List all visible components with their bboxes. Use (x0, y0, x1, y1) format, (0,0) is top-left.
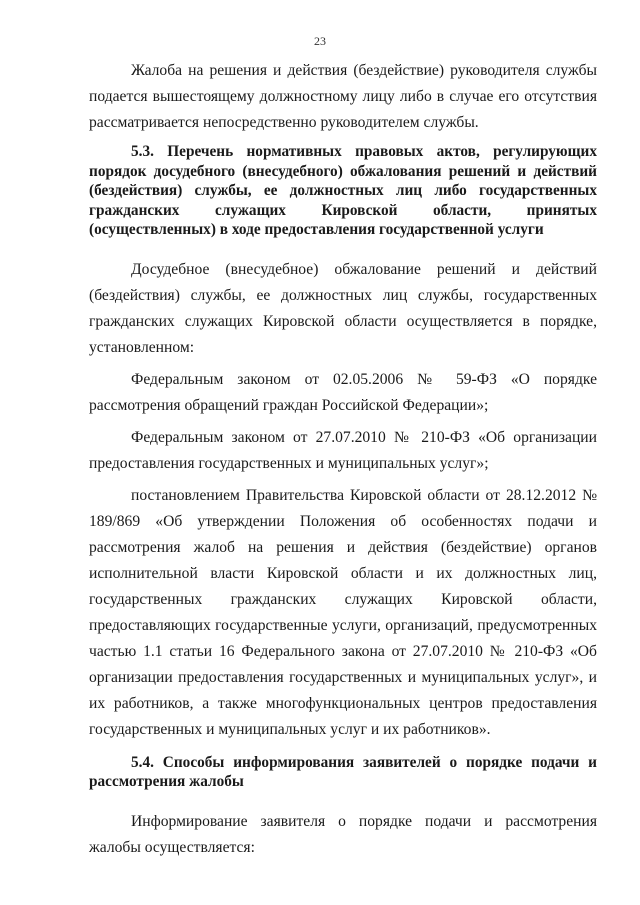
paragraph-informing: Информирование заявителя о порядке подачи и рассмотрения жалобы осуществляется: (89, 812, 597, 856)
paragraph-law-59fz: Федеральным законом от 02.05.2006 № 59-ФЗ «О порядке рассмотрения обращений граждан Российской Федерации»; (89, 370, 597, 414)
page-number: 23 (314, 34, 326, 48)
paragraph-appeal-procedure: Досудебное (внесудебное) обжалование решений и действий (бездействия) службы, ее должностных лиц службы, государственных гражданских служащих Кировской области осуществляется в порядке, установленном: (89, 260, 597, 356)
paragraph-resolution-189-869: постановлением Правительства Кировской области от 28.12.2012 № 189/869 «Об утверждении Положения об особенностях подачи и рассмотрения жалоб на решения и действия (бездействие) органов исполнительной власти Кировской области и их должностных лиц, государственных гражданских служащих Кировской области, предоставляющих государственные услуги, организаций, предусмотренных частью 1.1 статьи 16 Федерального закона от 27.07.2010 № 210-ФЗ «Об организации предоставления государственных и муниципальных услуг», и их работников, а также многофункциональных центров предоставления государственных и муниципальных услуг и их работников». (89, 486, 597, 738)
section-heading-5-3: 5.3. Перечень нормативных правовых актов, регулирующих порядок досудебного (внесудебного) обжалования решений и действий (бездействия) службы, ее должностных лиц либо государственных гражданских служащих Кировской области, принятых (осуществленных) в ходе предоставления государственной услуги (89, 143, 597, 238)
section-heading-5-4: 5.4. Способы информирования заявителей о порядке подачи и рассмотрения жалобы (89, 753, 597, 790)
document-body (89, 58, 597, 861)
paragraph-law-210fz: Федеральным законом от 27.07.2010 № 210-ФЗ «Об организации предоставления государственных и муниципальных услуг»; (89, 428, 597, 472)
paragraph-complaint-head: Жалоба на решения и действия (бездействие) руководителя службы подается вышестоящему должностному лицу либо в случае его отсутствия рассматривается непосредственно руководителем службы. (89, 62, 597, 131)
